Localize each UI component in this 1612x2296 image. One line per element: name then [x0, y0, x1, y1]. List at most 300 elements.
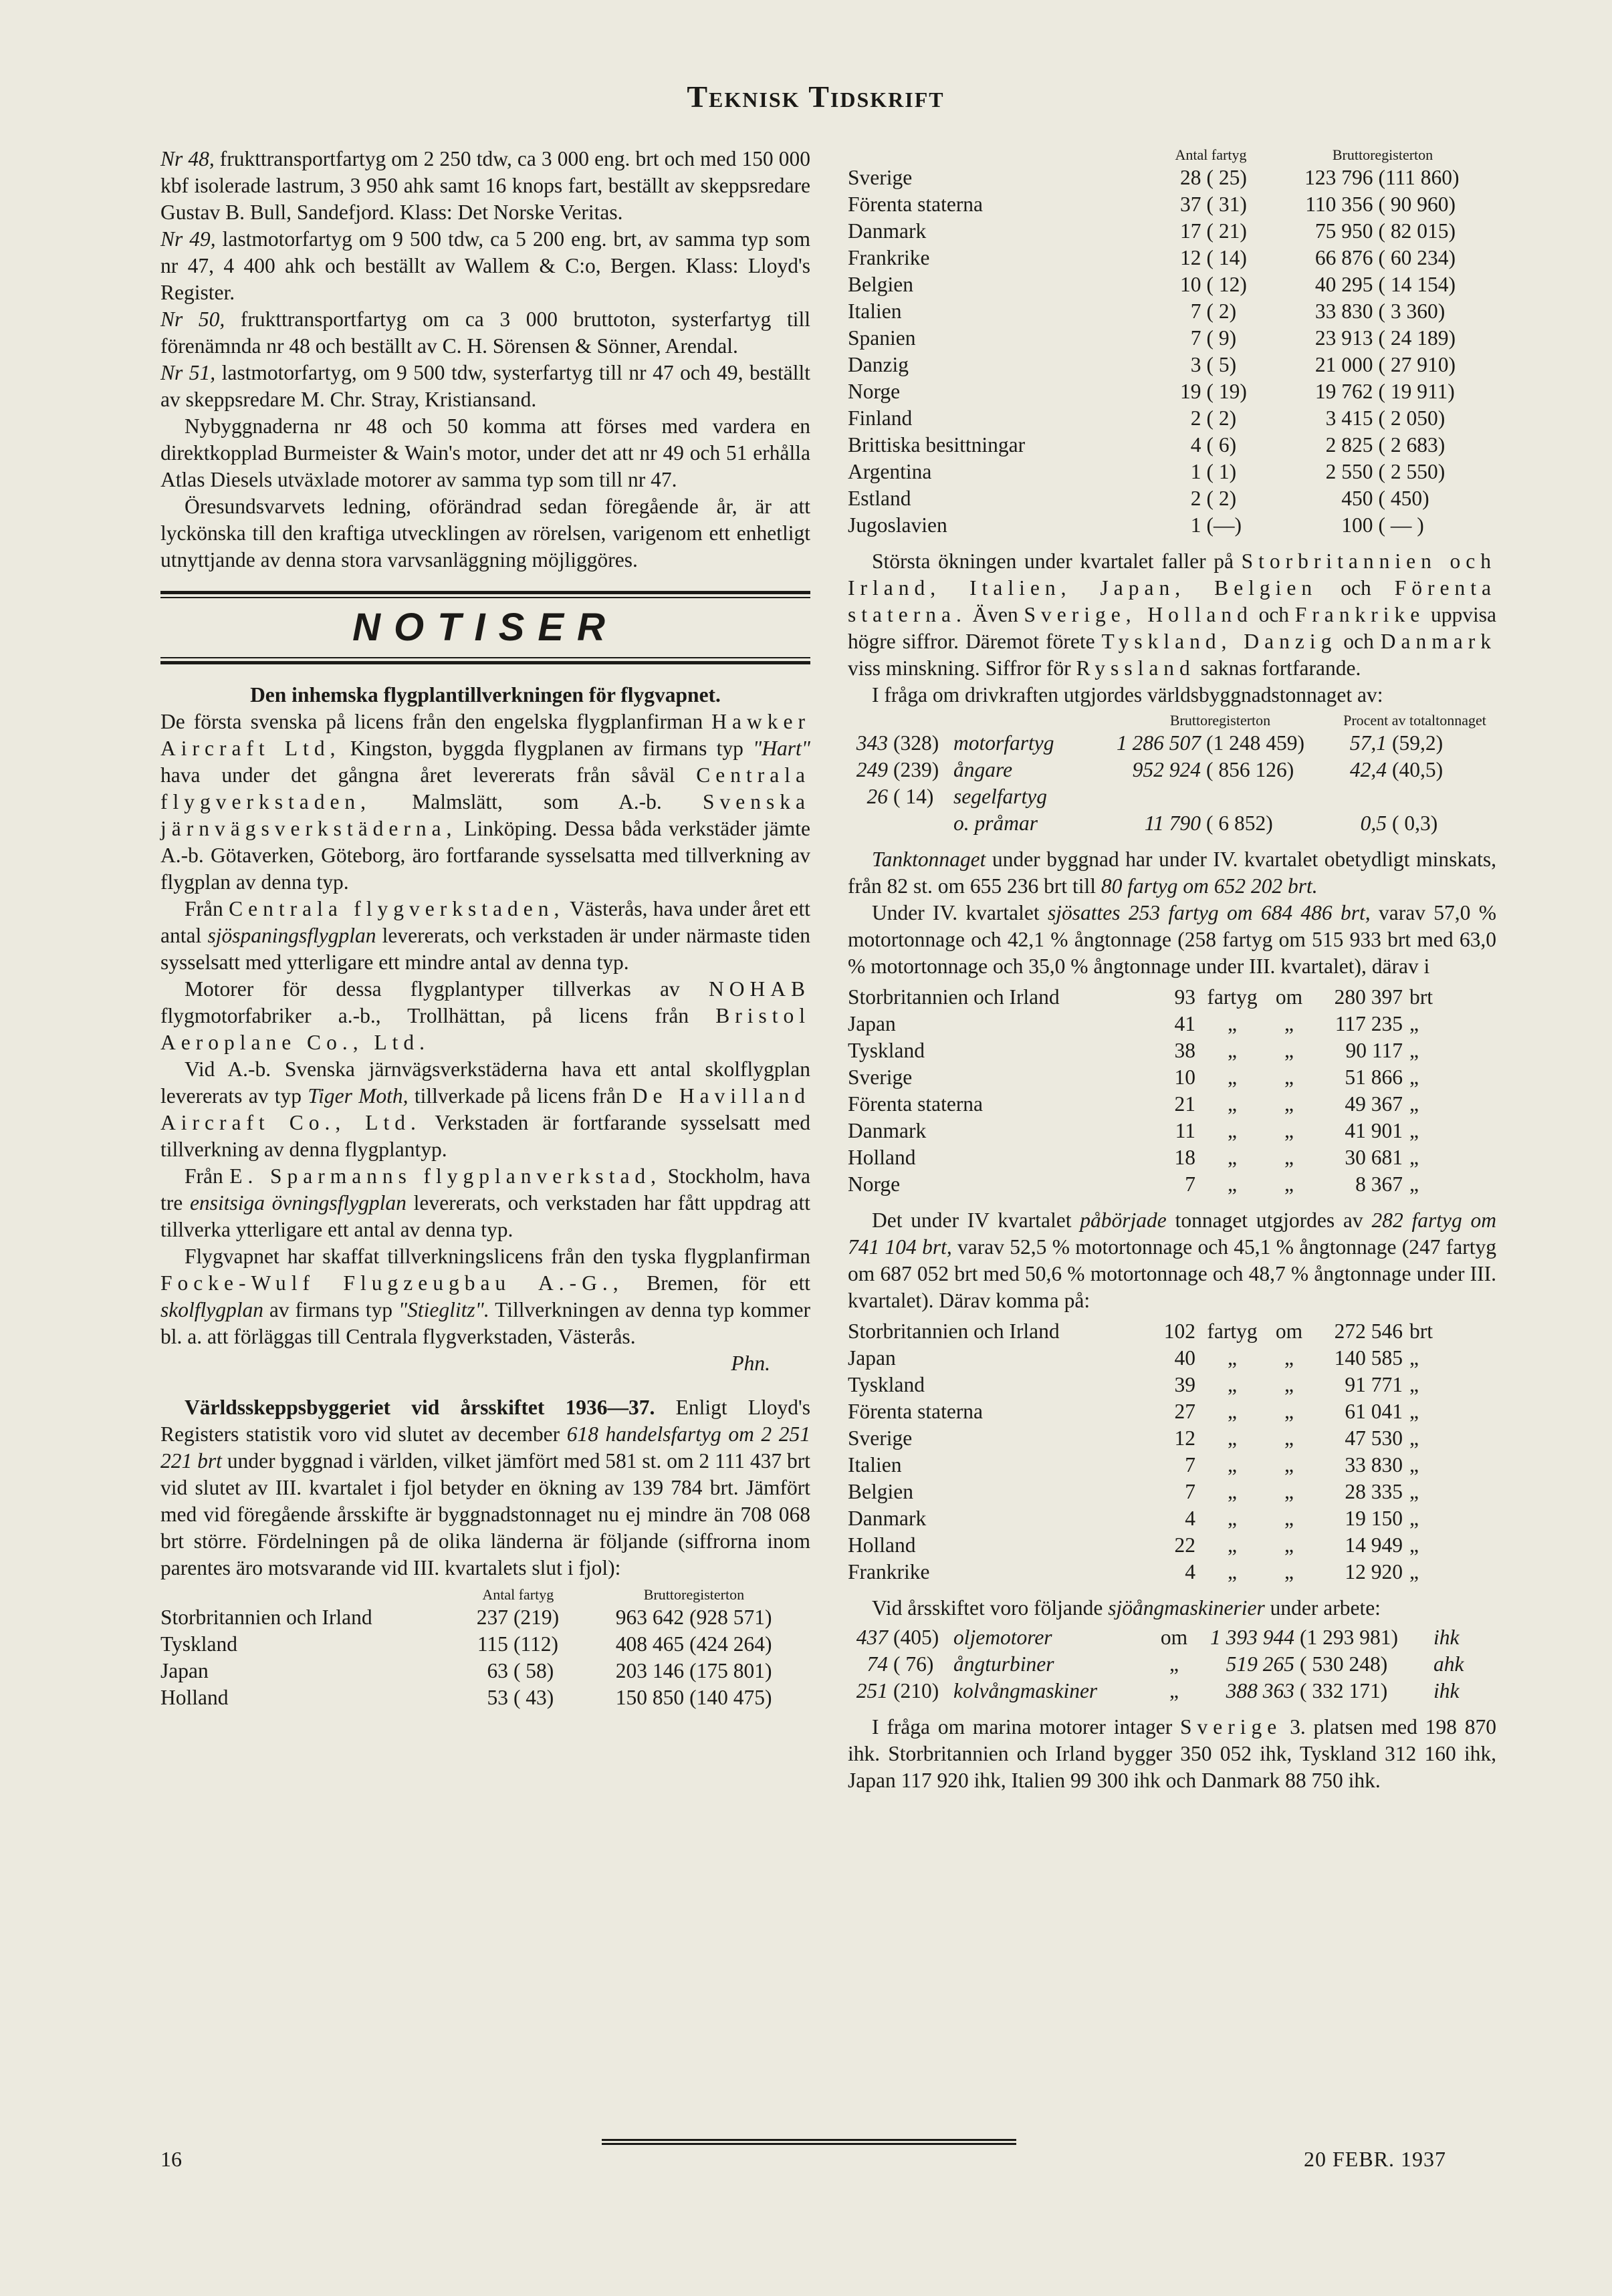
tonnage-previous: (140 475) [689, 1686, 772, 1709]
machinery-type: ångturbiner [953, 1652, 1054, 1676]
flyg-paragraph-3: Motorer för dessa flygplantyper tillverkas av NOHAB flygmotorfabriker a.-b., Trollhättan, på licens från Bristol Aeroplane Co., Ltd. [160, 977, 811, 1054]
tonnage: 963 642 [615, 1606, 685, 1629]
machinery-row [848, 1651, 1496, 1678]
tonnage-previous: ( 82 015) [1378, 219, 1456, 243]
tonnage: 41 901 [1345, 1119, 1403, 1142]
tonnage: 8 367 [1355, 1172, 1403, 1196]
tonnage-previous: (111 860) [1378, 166, 1460, 189]
om: „ [1284, 1507, 1294, 1530]
varld-title: Världsskeppsbyggeriet vid årsskiftet 1936—37. [185, 1396, 655, 1419]
suffix: „ [1409, 1507, 1419, 1530]
country-name: Danmark [848, 1119, 927, 1142]
tonnage: 117 235 [1335, 1012, 1403, 1035]
ship-count: 21 [1174, 1092, 1195, 1116]
percent-previous: (59,2) [1392, 731, 1444, 755]
table-row [848, 459, 1496, 485]
country-name: Förenta staterna [848, 1092, 984, 1116]
tonnage: 40 295 [1314, 273, 1373, 296]
ship-count: 63 [487, 1659, 508, 1682]
tonnage-previous: ( — ) [1378, 513, 1424, 537]
tonnage: 2 825 [1325, 433, 1373, 457]
country-name: Brittiska besittningar [848, 433, 1026, 457]
table-row [848, 164, 1496, 191]
tonnage-row [848, 1318, 1496, 1345]
column-header-pct: Procent av totaltonnaget [1343, 712, 1486, 729]
horsepower: 388 363 [1226, 1679, 1294, 1702]
tonnage: 33 830 [1314, 299, 1373, 323]
country-name: Storbritannien och Irland [848, 1319, 1060, 1343]
table-row [160, 1684, 810, 1711]
tonnage: 14 949 [1345, 1533, 1403, 1557]
tonnage: 1 286 507 [1117, 731, 1201, 755]
tonnage: 66 876 [1314, 246, 1373, 269]
suffix: „ [1409, 1426, 1419, 1450]
unit: fartyg [1207, 1319, 1258, 1343]
column-header-brt: Bruttoregisterton [643, 1586, 745, 1603]
bottom-rule-thin [160, 657, 810, 658]
ship-count: 7 [1190, 299, 1201, 323]
country-name: Spanien [848, 326, 916, 350]
unit: „ [1228, 1453, 1237, 1477]
ship-count: 7 [1185, 1453, 1195, 1477]
country-name: Jugoslavien [848, 513, 947, 537]
country-name: Holland [848, 1533, 916, 1557]
unit: „ [1228, 1426, 1237, 1450]
tonnage: 75 950 [1314, 219, 1373, 243]
ship-number: Nr 50, [160, 307, 225, 331]
suffix: „ [1409, 1480, 1419, 1503]
table-row [848, 405, 1496, 432]
om: „ [1169, 1679, 1179, 1702]
om: om [1275, 985, 1303, 1009]
tonnage-previous: ( 19 911) [1378, 380, 1455, 403]
table-row [160, 1658, 810, 1684]
country-name: Sverige [848, 1065, 913, 1089]
ship-count: 4 [1185, 1507, 1195, 1530]
ship-count: 4 [1190, 433, 1201, 457]
country-name: Frankrike [848, 1560, 930, 1583]
country-name: Storbritannien och Irland [160, 1606, 372, 1629]
ship-count: 22 [1174, 1533, 1195, 1557]
ship-count: 2 [1190, 487, 1201, 510]
ship-count: 7 [1190, 326, 1201, 350]
om: „ [1284, 1533, 1294, 1557]
flyg-paragraph-4: Vid A.-b. Svenska järnvägsverkstäderna hava ett antal skolflygplan levererats av typ Tiger Moth, tillverkade på licens från De Havilland Aircraft Co., Ltd. Verkstaden är fortfarande sysselsatt med tillverkning av denna flygplantyp. [160, 1057, 811, 1161]
tonnage: 110 356 [1305, 193, 1373, 216]
suffix: „ [1409, 1172, 1419, 1196]
horsepower-previous: ( 332 171) [1300, 1679, 1388, 1702]
tonnage-row [848, 984, 1496, 1011]
tonnage: 30 681 [1345, 1146, 1403, 1169]
tonnage-previous: ( 2 550) [1378, 460, 1446, 483]
tonnage: 140 585 [1334, 1346, 1403, 1370]
ship-number: Nr 51, [160, 361, 216, 384]
machinery-row [848, 1624, 1496, 1651]
unit: ihk [1433, 1626, 1460, 1649]
column-header-antal: Antal fartyg [482, 1586, 554, 1603]
ship-count-previous: ( 25) [1206, 166, 1247, 189]
tonnage-row [848, 1479, 1496, 1505]
om: „ [1284, 1039, 1294, 1062]
ship-count-previous: (239) [893, 758, 939, 781]
drive-row [848, 810, 1496, 837]
unit: „ [1228, 1373, 1237, 1396]
tonnage-previous: ( 2 683) [1378, 433, 1446, 457]
percent: 0,5 [1360, 811, 1387, 835]
unit: „ [1228, 1533, 1237, 1557]
country-name: Estland [848, 487, 911, 510]
country-name: Norge [848, 1172, 901, 1196]
suffix: „ [1409, 1373, 1419, 1396]
ship-count: 3 [1190, 353, 1201, 376]
paragraph-drivkraft: I fråga om drivkraften utgjordes världsbyggnadstonnaget av: [872, 683, 1383, 707]
unit: ihk [1433, 1679, 1460, 1702]
ship-count-previous: ( 12) [1206, 273, 1247, 296]
suffix: „ [1409, 1119, 1419, 1142]
ship-count-previous [888, 810, 953, 837]
om: „ [1284, 1426, 1294, 1450]
propulsion-type: segelfartyg [953, 785, 1047, 808]
varld-paragraph: Världsskeppsbyggeriet vid årsskiftet 1936—37. Enligt Lloyd's Registers statistik voro vid slutet av december 618 handelsfartyg om 2 251 221 brt under byggnad i världen, vilket jämfört med 581 st. om 2 111 437 brt vid slutet av III. kvartalet i fjol betyder en ökning av 139 784 brt. Jämfört med vid föregående årsskifte är byggnadstonnaget nu ej mindre än 708 068 brt större. Fördelningen på de olika länderna är följande (siffrorna inom parentes äro motsvarande vid III. kvartalets slut i fjol): [160, 1396, 811, 1579]
count-previous: ( 76) [893, 1652, 934, 1676]
begun-table [848, 1318, 1496, 1585]
tonnage-previous: (928 571) [689, 1606, 772, 1629]
tonnage: 203 146 [615, 1659, 685, 1682]
table-row [848, 218, 1496, 245]
unit: „ [1228, 1346, 1237, 1370]
table-row [848, 325, 1496, 352]
issue-date: 20 FEBR. 1937 [1304, 2147, 1447, 2171]
tonnage-previous: ( 856 126) [1206, 758, 1294, 781]
tonnage: 33 830 [1345, 1453, 1403, 1477]
page-number: 16 [160, 2147, 182, 2171]
ship-entry [160, 146, 810, 226]
ship-count: 41 [1174, 1012, 1195, 1035]
ship-count-previous: (328) [893, 731, 939, 755]
tonnage [1107, 783, 1201, 810]
country-name: Tyskland [848, 1373, 925, 1396]
ship-count-previous: (—) [1206, 513, 1242, 537]
ship-count-previous: ( 2) [1206, 406, 1237, 430]
unit: „ [1228, 1172, 1237, 1196]
ship-description: lastmotorfartyg om 9 500 tdw, ca 5 200 eng. brt, av samma typ som nr 47, 4 400 ahk och beställt av Wallem & C:o, Bergen. Klass: Lloyd's Register. [160, 227, 810, 304]
om: om [1160, 1626, 1188, 1649]
propulsion-type: motorfartyg [953, 731, 1054, 755]
drive-row [848, 783, 1496, 810]
ship-count: 7 [1185, 1172, 1195, 1196]
om: „ [1284, 1092, 1294, 1116]
ship-count-previous: ( 9) [1206, 326, 1237, 350]
tonnage: 2 550 [1325, 460, 1373, 483]
percent: 57,1 [1349, 731, 1387, 755]
ship-count-previous: ( 31) [1206, 193, 1247, 216]
country-name: Holland [848, 1146, 916, 1169]
percent: 42,4 [1349, 758, 1387, 781]
tonnage-previous: ( 14 154) [1378, 273, 1456, 296]
ship-count: 26 [867, 785, 888, 808]
tonnage-previous: (175 801) [689, 1659, 772, 1682]
ship-count: 93 [1174, 985, 1195, 1009]
ship-count-previous: ( 6) [1206, 433, 1237, 457]
ship-description: frukttransportfartyg om ca 3 000 bruttoton, systerfartyg till förenämnda nr 48 och beställt av C. H. Sörensen & Sönner, Arendal. [160, 307, 810, 358]
machinery-type: kolvångmaskiner [953, 1679, 1098, 1702]
tonnage-previous: (1 248 459) [1206, 731, 1304, 755]
tonnage-previous [1201, 783, 1333, 810]
suffix: „ [1409, 1012, 1419, 1035]
tonnage: 51 866 [1345, 1065, 1403, 1089]
launched-table [848, 984, 1496, 1198]
count-previous: (405) [893, 1626, 939, 1649]
unit: „ [1228, 1560, 1237, 1583]
ship-count: 17 [1180, 219, 1201, 243]
ship-count-previous: ( 5) [1206, 353, 1237, 376]
tonnage-row [848, 1505, 1496, 1532]
country-name: Japan [848, 1012, 896, 1035]
tonnage: 19 150 [1345, 1507, 1403, 1530]
right-column [848, 146, 1496, 1794]
ship-count: 12 [1180, 246, 1201, 269]
country-name: Förenta staterna [848, 1400, 984, 1423]
tonnage: 100 [1341, 513, 1373, 537]
ship-count: 28 [1180, 166, 1201, 189]
ship-count: 27 [1174, 1400, 1195, 1423]
tonnage-row [848, 1425, 1496, 1452]
tonnage: 91 771 [1345, 1373, 1403, 1396]
ship-count: 40 [1174, 1346, 1195, 1370]
suffix: „ [1409, 1400, 1419, 1423]
table-row [848, 485, 1496, 512]
ship-count-previous: ( 2) [1206, 299, 1237, 323]
percent-previous: (40,5) [1392, 758, 1444, 781]
horsepower: 1 393 944 [1210, 1626, 1294, 1649]
paragraph-marina-motorer: I fråga om marina motorer intager Sverige 3. platsen med 198 870 ihk. Storbritannien och Irland bygger 350 052 ihk, Tyskland 312 160 ihk, Japan 117 920 ihk, Italien 99 300 ihk och Danmark 88 750 ihk. [848, 1715, 1496, 1792]
flyg-paragraph-1: De första svenska på licens från den engelska flygplanfirman Hawker Aircraft Ltd, Kingston, byggda flygplanen av firmans typ "Hart" hava under det gångna året levererats från såväl Centrala flygverkstaden, Malmslätt, som A.-b. Svenska järnvägsverkstäderna, Linköping. Dessa båda verkstäder jämte A.-b. Götaverken, Göteborg, äro fortfarande sysselsatta med tillverkning av flygplan av denna typ. [160, 710, 811, 894]
country-name: Norge [848, 380, 901, 403]
tonnage-row [848, 1011, 1496, 1037]
horsepower-previous: ( 530 248) [1300, 1652, 1388, 1676]
tonnage: 952 924 [1132, 758, 1201, 781]
tonnage: 3 415 [1325, 406, 1373, 430]
country-name: Tyskland [848, 1039, 925, 1062]
column-header-antal: Antal fartyg [1175, 146, 1247, 163]
tonnage-previous: ( 90 960) [1378, 193, 1456, 216]
tonnage-row [848, 1372, 1496, 1398]
paragraph-sjosatt: Under IV. kvartalet sjösattes 253 fartyg om 684 486 brt, varav 57,0 % motortonnage och 42,1 % ångtonnage (258 fartyg om 515 933 brt med 63,0 % motortonnage och 35,0 % ångtonnage under III. kvartalet), därav i [848, 901, 1496, 978]
tonnage-row [848, 1144, 1496, 1171]
column-header-brt: Bruttoregisterton [1332, 146, 1433, 163]
suffix: „ [1409, 1146, 1419, 1169]
count: 437 [856, 1626, 888, 1649]
om: „ [1284, 1346, 1294, 1370]
country-name: Sverige [848, 166, 913, 189]
flyg-title: Den inhemska flygplantillverkningen för flygvapnet. [250, 683, 721, 707]
running-title: Teknisk Tidskrift [687, 80, 945, 114]
paragraph-storsta-okningen: Största ökningen under kvartalet faller på Storbritannien och Irland, Italien, Japan, Belgien och Förenta staterna. Även Sverige, Holland och Frankrike uppvisa högre siffror. Däremot förete Tyskland, Danzig och Danmark viss minskning. Siffror för Ryssland saknas fortfarande. [848, 549, 1497, 680]
tonnage: 408 465 [615, 1632, 685, 1656]
horsepower: 519 265 [1226, 1652, 1294, 1676]
ship-count: 115 [477, 1632, 508, 1656]
tonnage-row [848, 1452, 1496, 1479]
country-name: Belgien [848, 273, 913, 296]
suffix: „ [1409, 1560, 1419, 1583]
ship-count: 4 [1185, 1560, 1195, 1583]
table-row [848, 512, 1496, 539]
ship-count: 11 [1175, 1119, 1195, 1142]
tonnage-row [848, 1532, 1496, 1559]
unit: „ [1228, 1065, 1237, 1089]
country-name: Belgien [848, 1480, 913, 1503]
tonnage-row [848, 1064, 1496, 1091]
tonnage-previous: ( 450) [1378, 487, 1429, 510]
tonnage: 47 530 [1345, 1426, 1403, 1450]
table-row [848, 352, 1496, 378]
tonnage-previous: (424 264) [689, 1632, 772, 1656]
unit: „ [1228, 1039, 1237, 1062]
table-row [848, 432, 1496, 459]
suffix: brt [1409, 1319, 1433, 1343]
signature: Phn. [731, 1352, 770, 1375]
tonnage: 28 335 [1345, 1480, 1403, 1503]
column-header-brt: Bruttoregisterton [1169, 712, 1271, 729]
ship-count: 249 [856, 758, 888, 781]
om: „ [1284, 1012, 1294, 1035]
machinery-type: oljemotorer [953, 1626, 1052, 1649]
machinery-table [848, 1624, 1496, 1704]
ship-count-previous: ( 14) [1206, 246, 1247, 269]
tonnage-row [848, 1091, 1496, 1118]
horsepower-previous: (1 293 981) [1300, 1626, 1398, 1649]
table-row [848, 298, 1496, 325]
country-name: Finland [848, 406, 913, 430]
country-name: Sverige [848, 1426, 913, 1450]
ship-count: 2 [1190, 406, 1201, 430]
suffix: „ [1409, 1065, 1419, 1089]
flyg-paragraph-2: Från Centrala flygverkstaden, Västerås, hava under året ett antal sjöspaningsflygplan levererats, och verkstaden är under närmaste tiden sysselsatt med ytterligare ett mindre antal av denna typ. [160, 897, 811, 974]
flyg-paragraph-5: Från E. Sparmanns flygplanverkstad, Stockholm, hava tre ensitsiga övningsflygplan levererats, och verkstaden har fått uppdrag att tillverka ytterligare ett antal av denna typ. [160, 1164, 811, 1241]
paragraph-oresundsvarvet: Öresundsvarvets ledning, oförändrad sedan föregående år, är att lyckönska till den kraftiga utvecklingen av rörelsen, varigenom ett enhetligt utnyttjande av denna stora varvsanläggning möjliggöres. [160, 495, 810, 571]
top-rule-thick [160, 591, 810, 594]
tonnage-previous: ( 3 360) [1378, 299, 1446, 323]
ship-number: Nr 49, [160, 227, 216, 251]
ship-count [848, 810, 888, 837]
ship-count-previous: ( 19) [1206, 380, 1247, 403]
tonnage: 150 850 [615, 1686, 685, 1709]
propulsion-type: o. pråmar [953, 811, 1038, 835]
ship-count-previous: ( 43) [513, 1686, 554, 1709]
drive-table [848, 711, 1496, 837]
tonnage-previous: ( 60 234) [1378, 246, 1456, 269]
tonnage: 21 000 [1314, 353, 1373, 376]
ship-count-previous: ( 2) [1206, 487, 1237, 510]
unit: ahk [1433, 1652, 1464, 1676]
country-name: Danzig [848, 353, 909, 376]
om: „ [1284, 1453, 1294, 1477]
table-row [848, 191, 1496, 218]
tonnage: 272 546 [1334, 1319, 1403, 1343]
notiser-banner [160, 591, 810, 664]
bottom-rule-thick [160, 661, 810, 664]
om: „ [1284, 1373, 1294, 1396]
left-column [160, 146, 810, 1711]
country-name: Italien [848, 1453, 902, 1477]
ship-count: 37 [1180, 193, 1201, 216]
table-row [848, 271, 1496, 298]
country-name: Danmark [848, 219, 927, 243]
suffix: „ [1409, 1346, 1419, 1370]
ship-count: 237 [476, 1606, 508, 1629]
ship-count: 1 [1190, 513, 1201, 537]
tonnage: 12 920 [1345, 1560, 1403, 1583]
flyg-paragraph-6: Flygvapnet har skaffat tillverkningslicens från den tyska flygplanfirman Focke-Wulf Flugzeugbau A.-G., Bremen, för ett skolflygplan av firmans typ "Stieglitz". Tillverkningen av denna typ kommer bl. a. att förläggas till Centrala flygverkstaden, Västerås. [160, 1245, 811, 1348]
ship-count: 7 [1185, 1480, 1195, 1503]
ship-count-previous: ( 14) [893, 785, 934, 808]
tonnage: 49 367 [1345, 1092, 1403, 1116]
country-table-left [160, 1585, 810, 1711]
tonnage: 11 790 [1144, 811, 1201, 835]
tonnage: 90 117 [1345, 1039, 1403, 1062]
drive-row [848, 730, 1496, 757]
om: „ [1284, 1560, 1294, 1583]
tonnage-previous: ( 24 189) [1378, 326, 1456, 350]
unit: „ [1228, 1092, 1237, 1116]
notiser-heading: NOTISER [352, 606, 618, 649]
ship-count-previous: ( 21) [1206, 219, 1247, 243]
suffix: „ [1409, 1453, 1419, 1477]
om: „ [1284, 1065, 1294, 1089]
country-name: Storbritannien och Irland [848, 985, 1060, 1009]
ship-count: 102 [1163, 1319, 1195, 1343]
paragraph-paborjade: Det under IV kvartalet påbörjade tonnaget utgjordes av 282 fartyg om 741 104 brt, varav 52,5 % motortonnage och 45,1 % ångtonnage (247 fartyg om 687 052 brt med 50,6 % motortonnage och 48,7 % ångtonnage under III. kvartalet). Därav komma på: [848, 1208, 1497, 1312]
tonnage-row [848, 1398, 1496, 1425]
ship-count: 39 [1174, 1373, 1195, 1396]
ship-list [160, 146, 810, 413]
unit: „ [1228, 1507, 1237, 1530]
propulsion-type: ångare [953, 758, 1013, 781]
country-name: Japan [848, 1346, 896, 1370]
om: „ [1284, 1400, 1294, 1423]
country-name: Frankrike [848, 246, 930, 269]
ship-count: 18 [1174, 1146, 1195, 1169]
country-name: Italien [848, 299, 902, 323]
ship-count-previous: ( 58) [513, 1659, 554, 1682]
tonnage-row [848, 1559, 1496, 1585]
unit: fartyg [1207, 985, 1258, 1009]
tonnage-previous: ( 2 050) [1378, 406, 1446, 430]
om: „ [1284, 1119, 1294, 1142]
om: om [1275, 1319, 1303, 1343]
ship-count: 10 [1174, 1065, 1195, 1089]
country-name: Holland [160, 1686, 229, 1709]
paragraph-maskinerier: Vid årsskiftet voro följande sjöångmaskinerier under arbete: [872, 1596, 1381, 1620]
om: „ [1284, 1146, 1294, 1169]
suffix: brt [1409, 985, 1433, 1009]
ship-count: 343 [856, 731, 888, 755]
country-table-right [848, 146, 1496, 539]
tonnage-row [848, 1037, 1496, 1064]
om: „ [1169, 1652, 1179, 1676]
country-name: Argentina [848, 460, 932, 483]
ship-entry [160, 226, 810, 306]
tonnage: 280 397 [1334, 985, 1403, 1009]
ship-count: 19 [1180, 380, 1201, 403]
tonnage: 123 796 [1304, 166, 1373, 189]
paragraph-tanktonnage: Tanktonnaget under byggnad har under IV. kvartalet obetydligt minskats, från 82 st. om 655 236 brt till 80 fartyg om 652 202 brt. [848, 848, 1496, 898]
unit: „ [1228, 1480, 1237, 1503]
suffix: „ [1409, 1533, 1419, 1557]
table-row [160, 1631, 810, 1658]
count-previous: (210) [893, 1679, 939, 1702]
percent-previous: ( 0,3) [1392, 811, 1438, 835]
